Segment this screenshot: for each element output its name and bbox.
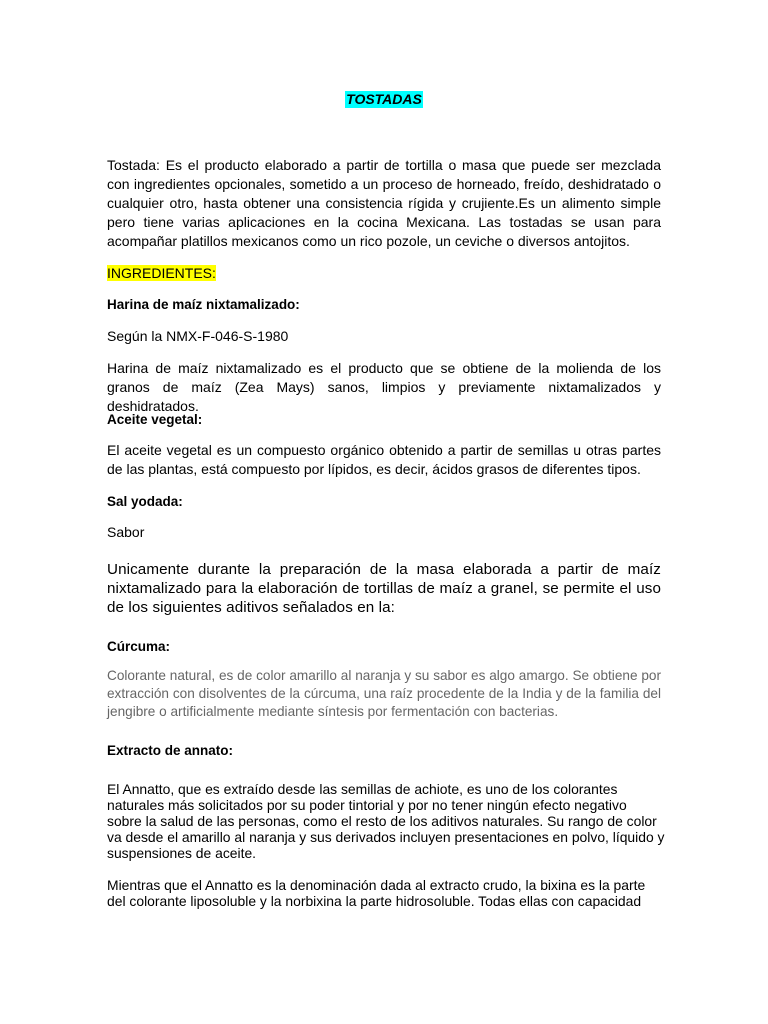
annato-line: Mientras que el Annatto es la denominación dada al extracto crudo, la bixina es la parte	[107, 877, 646, 893]
sal-heading: Sal yodada:	[107, 494, 183, 509]
annato-line: suspensiones de aceite.	[107, 845, 257, 861]
harina-heading: Harina de maíz nixtamalizado:	[107, 297, 300, 312]
annato-line: naturales más solicitados por su poder tintorial y por no tener ningún efecto negativo	[107, 797, 627, 813]
curcuma-paragraph: Colorante natural, es de color amarillo al naranja y su sabor es algo amargo. Se obtiene por extracción con disolventes de la cúrcuma, una raíz procedente de la India y de la familia del jengibre o artificialmente mediante síntesis por fermentación con bacterias.	[107, 668, 661, 719]
annato-line: sobre la salud de las personas, como el resto de los aditivos naturales. Su rango de color	[107, 813, 657, 829]
annato-line: va desde el amarillo al naranja y sus derivados incluyen presentaciones en polvo, líquido y	[107, 829, 665, 845]
harina-norm: Según la NMX-F-046-S-1980	[107, 328, 289, 344]
annato-heading: Extracto de annato:	[107, 743, 234, 758]
aditivos-paragraph: Unicamente durante la preparación de la masa elaborada a partir de maíz nixtamalizado para la elaboración de tortillas de maíz a granel, se permite el uso de los siguientes aditivos señalados en la:	[107, 561, 661, 616]
harina-paragraph: Harina de maíz nixtamalizado es el producto que se obtiene de la molienda de los granos de maíz (Zea Mays) sanos, limpios y previamente nixtamalizados y deshidratados.	[107, 360, 661, 414]
annato-line: El Annatto, que es extraído desde las semillas de achiote, es uno de los colorantes	[107, 781, 618, 797]
intro-paragraph: Tostada: Es el producto elaborado a partir de tortilla o masa que puede ser mezclada con ingredientes opcionales, sometido a un proceso de horneado, freído, deshidratado o cualquier otro, hasta obtener una consistencia rígida y crujiente.Es un alimento simple pero tiene varias aplicaciones en la cocina Mexicana. Las tostadas se usan para acompañar platillos mexicanos como un rico pozole, un ceviche o diversos antojitos.	[107, 157, 661, 249]
annato-paragraph-2	[107, 877, 687, 909]
document-title: TOSTADAS	[346, 91, 422, 107]
sal-paragraph: Sabor	[107, 524, 145, 540]
curcuma-heading: Cúrcuma:	[107, 639, 171, 654]
annato-line: del colorante liposoluble y la norbixina la parte hidrosoluble. Todas ellas con capacidad	[107, 893, 642, 909]
ingredients-label: INGREDIENTES:	[107, 265, 216, 281]
aceite-paragraph: El aceite vegetal es un compuesto orgánico obtenido a partir de semillas u otras partes de las plantas, está compuesto por lípidos, es decir, ácidos grasos de diferentes tipos.	[107, 442, 661, 477]
aceite-heading: Aceite vegetal:	[107, 412, 203, 427]
annato-paragraph-1	[107, 781, 687, 861]
